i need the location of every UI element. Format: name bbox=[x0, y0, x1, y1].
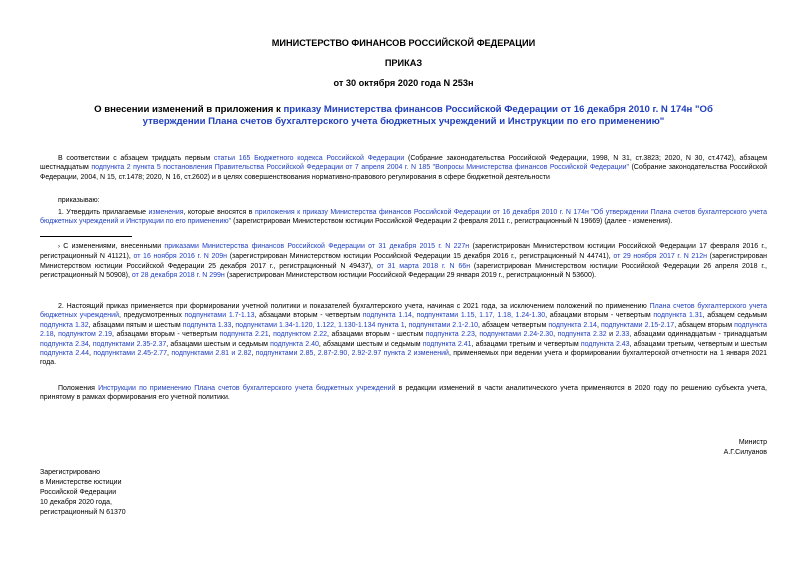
footnote-order-299n-link[interactable]: от 28 декабря 2018 г. N 299н bbox=[131, 272, 225, 280]
item2-text: , bbox=[411, 312, 417, 320]
order-word: приказываю: bbox=[58, 197, 100, 204]
preamble-text-3: (Собрание законодательства Российской Федерации, 2004, N 15, ст.1478; 2020, N 16, ст.2602) и в целях совершенствования нормативно-правового регулирования в сфере бюджетной деятельности bbox=[40, 164, 767, 181]
item2-link[interactable]: подпункта 1.32 bbox=[40, 321, 89, 329]
item2-link[interactable]: подпункта 1.31 bbox=[653, 312, 703, 320]
item2-text: , абзацем четвертым bbox=[477, 321, 549, 329]
ministry-heading: МИНИСТЕРСТВО ФИНАНСОВ РОССИЙСКОЙ ФЕДЕРАЦИИ bbox=[271, 38, 536, 48]
footnote-text-1: С изменениями, внесенными bbox=[60, 243, 165, 250]
item2-text: , предусмотренных bbox=[119, 312, 185, 320]
item2-link[interactable]: подпунктами 1.7-1.13 bbox=[184, 312, 255, 320]
item2-text: , bbox=[474, 331, 480, 339]
footnote-order-209n-link[interactable]: от 16 ноября 2016 г. N 209н bbox=[133, 253, 228, 261]
document-title bbox=[70, 104, 737, 128]
item1-text-1: 1. Утвердить прилагаемые bbox=[58, 209, 149, 216]
item-2-second-paragraph bbox=[40, 384, 767, 403]
registration-line-3: Российской Федерации bbox=[40, 489, 117, 496]
item2-text: , абзацами одиннадцатым - тринадцатым bbox=[629, 331, 767, 339]
item2-text: , bbox=[88, 350, 94, 358]
item2b-text-2: в редакции изменений в части аналитического учета применяются в 2020 году по решению субъекта учета, принятому в рамках формирования его учетной политики. bbox=[40, 385, 767, 402]
instruction-link[interactable]: Инструкции по применению Плана счетов бухгалтерского учета бюджетных учреждений bbox=[98, 385, 396, 392]
item2-link[interactable]: подпункта 2.18 bbox=[40, 321, 767, 339]
registration-line-1: Зарегистрировано bbox=[40, 469, 100, 476]
footnote-order-227n-link[interactable]: приказами Министерства финансов Российской Федерации от 31 декабря 2015 г. N 227н bbox=[164, 243, 470, 250]
footnote-order-66n-link[interactable]: от 31 марта 2018 г. N 66н bbox=[376, 262, 471, 270]
item2-text: и bbox=[606, 331, 616, 339]
item2-link[interactable]: подпункта 1.33 bbox=[182, 321, 232, 329]
item2-link[interactable]: подпункта 2.43 bbox=[580, 340, 630, 348]
item2-text: , абзацами третьим, четвертым и шестым bbox=[629, 340, 767, 348]
item2-text: , абзацами пятым и шестым bbox=[88, 321, 183, 329]
item2-link[interactable]: подпунктами 2.24-2.30 bbox=[479, 331, 554, 339]
item2-link[interactable]: подпункта 2.40 bbox=[270, 340, 319, 348]
footnote-paragraph bbox=[40, 242, 767, 281]
item-2-paragraph bbox=[40, 302, 767, 368]
item2-link[interactable]: подпункта 2.41 bbox=[422, 340, 472, 348]
item2-text: , bbox=[596, 321, 601, 329]
registration-line-2: в Министерстве юстиции bbox=[40, 479, 122, 486]
title-order-link[interactable]: приказу Министерства финансов Российской Федерации от 16 декабря 2010 г. N 174н "Об утверждении Плана счетов бухгалтерского учета бюджетных учреждений и Инструкции по его применению" bbox=[142, 104, 713, 127]
government-decree-link[interactable]: подпункта 2 пункта 5 постановления Правительства Российской Федерации от 7 апреля 2004 г. N 185 "Вопросы Министерства финансов Российской Федерации" bbox=[91, 164, 630, 172]
item2-text: , абзацами вторым - четвертым bbox=[112, 331, 220, 339]
item2-text: 2. Настоящий приказ применяется при формировании учетной политики и показателей бухгалтерского учета, начиная с 2021 года, за исключением положений по применению bbox=[58, 303, 650, 310]
signature-name: А.Г.Силуанов bbox=[723, 449, 767, 456]
item2-link[interactable]: подпунктами 2.81 и 2.82 bbox=[171, 350, 252, 358]
item2-link[interactable]: подпункта 2.34 bbox=[40, 340, 89, 348]
preamble-text-2: (Собрание законодательства Российской Федерации, 1998, N 31, ст.3823; 2020, N 30, ст.4742), абзацем шестнадцатым bbox=[40, 155, 768, 172]
item2-link[interactable]: подпунктом 2.22 bbox=[273, 331, 327, 339]
appendix-order-link[interactable]: приложения к приказу Министерства финансов Российской Федерации от 16 декабря 2010 г. N 174н "Об утверждении Плана счетов бухгалтерского учета бюджетных учреждений и Инструкции по его применению" bbox=[40, 209, 767, 226]
footnote-text-5: (зарегистрирован Министерством юстиции Российской Федерации 26 апреля 2018 г., регистрационный N 50908), bbox=[40, 262, 767, 280]
item1-text-3: (зарегистрирован Министерством юстиции Российской Федерации 2 февраля 2011 г., регистрационный N 19669) (далее - изменения). bbox=[231, 218, 673, 226]
item2-text: , абзацами вторым - четвертым bbox=[545, 312, 654, 320]
item2-link[interactable]: подпункта 2.44 bbox=[40, 350, 89, 358]
item2-link[interactable]: подпунктами 2.85, 2.87-2.90, 2.92-2.97 пункта 2 изменений bbox=[255, 350, 449, 358]
doc-date-number: от 30 октября 2020 года N 253н bbox=[333, 78, 474, 88]
footnote-text-4: (зарегистрирован Министерством юстиции Российской Федерации 25 декабря 2017 г., регистрационный N 49437), bbox=[40, 253, 767, 270]
preamble-paragraph bbox=[40, 154, 767, 182]
item2-link[interactable]: подпунктами 1.34-1.120, 1.122, 1.130-1.134 пункта 1 bbox=[235, 321, 405, 329]
item2-text: , bbox=[53, 331, 59, 339]
doc-type-heading: ПРИКАЗ bbox=[384, 58, 423, 68]
item2-text: , абзацем вторым bbox=[674, 321, 735, 329]
item2-link[interactable]: подпункта 2.14 bbox=[548, 321, 597, 329]
registration-line-5: регистрационный N 61370 bbox=[40, 509, 126, 516]
item2-text: , абзацами шестым и седьмым bbox=[318, 340, 423, 348]
item2-text: , bbox=[88, 340, 93, 348]
item2-link[interactable]: подпункта 2.21 bbox=[219, 331, 269, 339]
item2-text: , bbox=[553, 331, 558, 339]
item-1-paragraph bbox=[40, 208, 767, 227]
item2-link[interactable]: 2.33 bbox=[615, 331, 630, 339]
item2-text: , bbox=[251, 350, 256, 358]
item2-text: , bbox=[166, 350, 172, 358]
footnote-text-3: (зарегистрирован Министерством юстиции Российской Федерации 15 декабря 2016 г., регистрационный N 44741), bbox=[227, 253, 614, 261]
item2-text: , абзацами шестым и седьмым bbox=[166, 340, 271, 348]
item2-link[interactable]: подпунктами 2.1-2.10 bbox=[408, 321, 478, 329]
item2-text: , абзацами вторым - шестым bbox=[327, 331, 426, 339]
signature-position: Министр bbox=[738, 439, 767, 446]
preamble-text-1: В соответствии с абзацем тридцать первым bbox=[58, 155, 214, 162]
changes-link[interactable]: изменения bbox=[148, 209, 184, 216]
item2-link[interactable]: Плана счетов бухгалтерского учета бюджетных учреждений bbox=[40, 303, 768, 320]
footnote-text-6: (зарегистрирован Министерством юстиции Российской Федерации 29 января 2019 г., регистрационный N 53600). bbox=[224, 272, 597, 280]
item2-link[interactable]: подпункта 1.14 bbox=[362, 312, 412, 320]
footnote-text-2: (зарегистрирован Министерством юстиции Российской Федерации 17 февраля 2016 г., регистрационный N 41121), bbox=[40, 243, 767, 261]
budget-code-link[interactable]: статьи 165 Бюджетного кодекса Российской Федерации bbox=[213, 155, 405, 162]
title-prefix: О внесении изменений в приложения к bbox=[94, 104, 284, 115]
item2-text: , абзацами третьим и четвертым bbox=[471, 340, 581, 348]
registration-line-4: 10 декабря 2020 года, bbox=[40, 499, 112, 506]
item2-link[interactable]: подпунктами 2.15-2.17 bbox=[600, 321, 675, 329]
item2-link[interactable]: подпунктом 2.19 bbox=[58, 331, 112, 339]
footnote-arrow-icon: › bbox=[58, 244, 60, 250]
footnote-order-212n-link[interactable]: от 29 ноября 2017 г. N 212н bbox=[613, 253, 707, 261]
item2-link[interactable]: подпункта 2.23 bbox=[425, 331, 475, 339]
item2b-text-1: Положения bbox=[58, 385, 99, 392]
item2-link[interactable]: подпунктами 2.35-2.37 bbox=[92, 340, 167, 348]
item2-text: , bbox=[404, 321, 409, 329]
item2-text: , bbox=[231, 321, 236, 329]
item2-text: , bbox=[268, 331, 274, 339]
footnote-separator bbox=[40, 236, 132, 237]
item2-link[interactable]: подпункта 2.32 bbox=[557, 331, 607, 339]
item2-text: , применяемых при ведении учета и формировании бухгалтерской отчетности на 1 января 2021 года. bbox=[40, 350, 768, 367]
item2-text: , абзацами вторым - четвертым bbox=[254, 312, 363, 320]
item2-link[interactable]: подпунктами 2.45-2.77 bbox=[93, 350, 167, 358]
item2-link[interactable]: подпунктами 1.15, 1.17, 1.18, 1.24-1.30 bbox=[416, 312, 546, 320]
item2-text: , абзацем седьмым bbox=[702, 312, 767, 320]
item1-text-2: , которые вносятся в bbox=[183, 209, 255, 216]
